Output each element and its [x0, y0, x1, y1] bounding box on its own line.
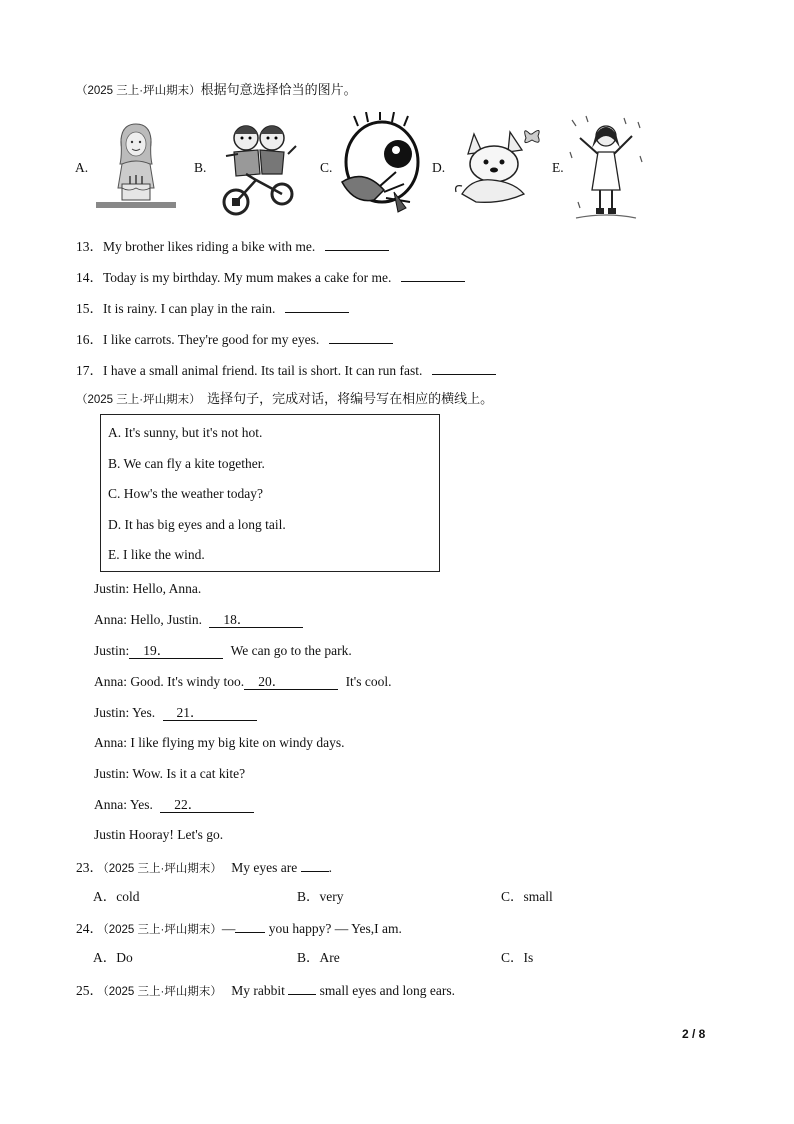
- q24-option-b[interactable]: B．Are: [297, 950, 340, 965]
- answer-blank-13[interactable]: [325, 237, 389, 251]
- question-23: 23．（2025 三上·坪山期末） My eyes are .: [76, 860, 332, 875]
- question-15: 15．It is rainy. I can play in the rain.: [76, 299, 349, 317]
- dialogue-line-2: Anna: Hello, Justin. 18．: [94, 612, 303, 628]
- section2-source: （2025 三上·坪山期末）: [76, 394, 201, 406]
- dialogue-line-4: Anna: Good. It's windy too. 20． It's cool.: [94, 674, 392, 689]
- eye-and-carrot-icon: [334, 112, 426, 218]
- answer-blank-15[interactable]: [285, 299, 349, 313]
- section1-source: （2025 三上·坪山期末）: [76, 85, 201, 97]
- choice-b: B. We can fly a kite together.: [108, 456, 265, 471]
- answer-blank-24[interactable]: [235, 919, 265, 933]
- answer-blank-20[interactable]: 20．: [244, 674, 338, 690]
- answer-blank-19[interactable]: 19．: [129, 643, 223, 659]
- option-e-label: E.: [552, 160, 564, 175]
- question-16: 16．I like carrots. They're good for my eyes.: [76, 330, 393, 348]
- answer-blank-23[interactable]: [301, 858, 329, 872]
- q23-option-c[interactable]: C．small: [501, 889, 553, 904]
- dialogue-line-7: Justin: Wow. Is it a cat kite?: [94, 766, 246, 781]
- puppy-with-butterfly-icon: [452, 124, 546, 208]
- question-17: 17．I have a small animal friend. Its tail is short. It can run fast.: [76, 361, 496, 379]
- dialogue-line-8: Anna: Yes. 22．: [94, 797, 254, 813]
- choice-e: E. I like the wind.: [108, 547, 205, 562]
- question-13: 13．My brother likes riding a bike with me.: [76, 237, 389, 255]
- q23-option-b[interactable]: B．very: [297, 889, 344, 904]
- choice-c: C. How's the weather today?: [108, 486, 264, 501]
- option-d-label: D.: [432, 160, 446, 175]
- q24-option-a[interactable]: A．Do: [93, 950, 133, 965]
- answer-blank-14[interactable]: [401, 268, 465, 282]
- dialogue-line-1: Justin: Hello, Anna.: [94, 581, 202, 596]
- answer-blank-17[interactable]: [432, 361, 496, 375]
- dialogue-line-3: Justin: 19． We can go to the park.: [94, 643, 352, 658]
- section2-header: [76, 391, 493, 408]
- girl-with-birthday-cake-icon: [92, 118, 180, 214]
- page-number: 2 / 8: [682, 1027, 706, 1041]
- choice-a: A. It's sunny, but it's not hot.: [108, 425, 263, 440]
- choice-d: D. It has big eyes and a long tail.: [108, 517, 286, 532]
- question-24: 24．（2025 三上·坪山期末）— you happy? — Yes,I am.: [76, 921, 402, 936]
- dialogue-line-6: Anna: I like flying my big kite on windy days.: [94, 735, 345, 750]
- answer-blank-18[interactable]: 18．: [209, 612, 303, 628]
- section2-instruction: 选择句子，完成对话，将编号写在相应的横线上。: [207, 391, 494, 406]
- question-14: 14．Today is my birthday. My mum makes a cake for me.: [76, 268, 465, 286]
- answer-blank-22[interactable]: 22．: [160, 797, 254, 813]
- answer-blank-16[interactable]: [329, 330, 393, 344]
- section1-header: [76, 82, 357, 99]
- option-a-label: A.: [75, 160, 89, 175]
- dialogue-line-9: Justin Hooray! Let's go.: [94, 827, 224, 842]
- girl-in-rain-icon: [566, 112, 646, 224]
- dialogue-line-5: Justin: Yes. 21．: [94, 705, 257, 721]
- answer-blank-21[interactable]: 21．: [163, 705, 257, 721]
- question-25: 25．（2025 三上·坪山期末） My rabbit small eyes and long ears.: [76, 983, 455, 998]
- q24-option-c[interactable]: C．Is: [501, 950, 534, 965]
- answer-blank-25[interactable]: [288, 981, 316, 995]
- section1-instruction: 根据句意选择恰当的图片。: [200, 82, 357, 97]
- option-c-label: C.: [320, 160, 333, 175]
- option-b-label: B.: [194, 160, 207, 175]
- boys-riding-bike-icon: [216, 116, 300, 218]
- q23-option-a[interactable]: A．cold: [93, 889, 140, 904]
